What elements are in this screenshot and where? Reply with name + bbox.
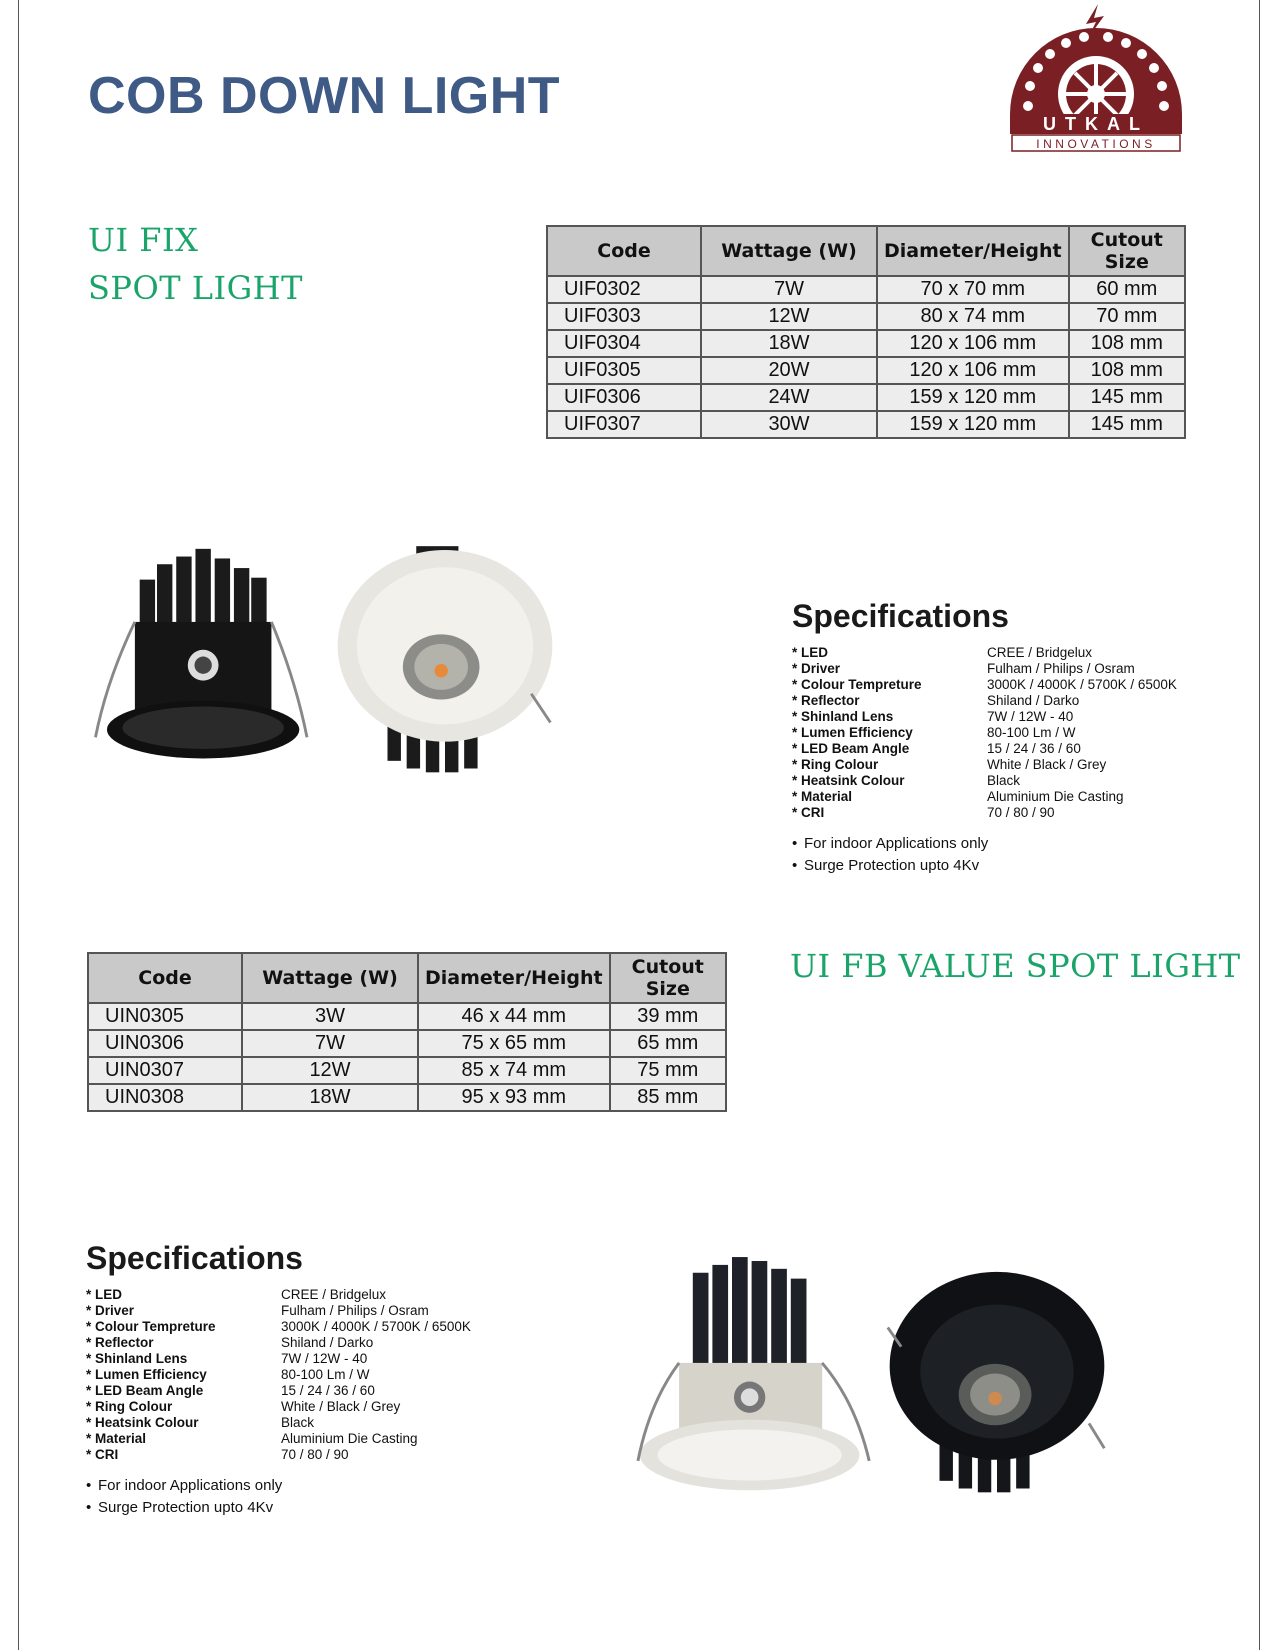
cell-diameter-height: 120 x 106 mm	[877, 330, 1069, 357]
table-row	[88, 1003, 726, 1030]
cell-diameter-height: 159 x 120 mm	[877, 411, 1069, 438]
spec-row: * Shinland Lens 7W / 12W - 40	[792, 709, 1074, 724]
table-row	[547, 411, 1185, 438]
cell-code: UIF0306	[547, 384, 701, 411]
cell-wattage: 18W	[701, 330, 877, 357]
cell-code: UIN0306	[88, 1030, 242, 1057]
logo-tagline: INNOVATIONS	[1036, 137, 1156, 151]
spec-row: * Driver Fulham / Philips / Osram	[86, 1303, 429, 1318]
cell-wattage: 3W	[242, 1003, 418, 1030]
col-header-wattage: Wattage (W)	[242, 953, 418, 1003]
cell-diameter-height: 80 x 74 mm	[877, 303, 1069, 330]
cell-code: UIN0307	[88, 1057, 242, 1084]
cell-code: UIN0308	[88, 1084, 242, 1111]
table-row	[547, 384, 1185, 411]
col-header-diameter-height: Diameter/Height	[877, 226, 1069, 276]
cell-code: UIN0305	[88, 1003, 242, 1030]
cell-diameter-height: 85 x 74 mm	[418, 1057, 610, 1084]
spec-row: * CRI 70 / 80 / 90	[86, 1447, 349, 1462]
spec-row: * Lumen Efficiency 80-100 Lm / W	[792, 725, 1076, 740]
cell-cutout: 39 mm	[610, 1003, 726, 1030]
series-title-ui-fix	[88, 216, 303, 312]
cell-cutout: 108 mm	[1069, 330, 1185, 357]
spec-row: * Material Aluminium Die Casting	[792, 789, 1124, 804]
utkal-logo	[1006, 2, 1186, 160]
bullet-item: • Surge Protection upto 4Kv	[86, 1499, 274, 1516]
ui-fb-spec-table	[87, 952, 727, 1112]
logo-brand-name: UTKAL	[1043, 114, 1149, 134]
cell-diameter-height: 120 x 106 mm	[877, 357, 1069, 384]
col-header-code: Code	[88, 953, 242, 1003]
spec-row: * LED CREE / Bridgelux	[86, 1287, 387, 1302]
table-row	[547, 357, 1185, 384]
cell-diameter-height: 46 x 44 mm	[418, 1003, 610, 1030]
cell-cutout: 145 mm	[1069, 384, 1185, 411]
spec-row: * CRI 70 / 80 / 90	[792, 805, 1055, 820]
ui-fix-spec-table	[546, 225, 1186, 439]
bullet-item: • Surge Protection upto 4Kv	[792, 857, 980, 874]
cell-code: UIF0302	[547, 276, 701, 303]
specifications-block-1	[792, 598, 1212, 877]
cell-code: UIF0307	[547, 411, 701, 438]
cell-cutout: 108 mm	[1069, 357, 1185, 384]
bullet-item: • For indoor Applications only	[792, 835, 989, 852]
spec-row: * Colour Tempreture 3000K / 4000K / 5700K / 6500K	[792, 677, 1177, 692]
cell-wattage: 12W	[701, 303, 877, 330]
spec-row: * Colour Tempreture 3000K / 4000K / 5700K / 6500K	[86, 1319, 471, 1334]
feature-bullets	[86, 1475, 506, 1519]
cell-code: UIF0305	[547, 357, 701, 384]
product-image-white-downlight	[330, 540, 560, 790]
spec-row: * Lumen Efficiency 80-100 Lm / W	[86, 1367, 370, 1382]
spec-row: * LED Beam Angle 15 / 24 / 36 / 60	[86, 1383, 375, 1398]
page-title: COB DOWN LIGHT	[88, 67, 561, 125]
spec-row: * Shinland Lens 7W / 12W - 40	[86, 1351, 368, 1366]
product-image-white-fb-downlight	[634, 1255, 879, 1510]
spec-row: * Driver Fulham / Philips / Osram	[792, 661, 1135, 676]
spec-row: * LED CREE / Bridgelux	[792, 645, 1093, 660]
table-row	[88, 1084, 726, 1111]
table-row	[547, 303, 1185, 330]
spec-row: * LED Beam Angle 15 / 24 / 36 / 60	[792, 741, 1081, 756]
cell-wattage: 24W	[701, 384, 877, 411]
table-row	[547, 330, 1185, 357]
right-border-line	[1259, 0, 1260, 1650]
cell-cutout: 70 mm	[1069, 303, 1185, 330]
col-header-code: Code	[547, 226, 701, 276]
spec-row: * Ring Colour White / Black / Grey	[792, 757, 1107, 772]
cell-wattage: 30W	[701, 411, 877, 438]
cell-wattage: 18W	[242, 1084, 418, 1111]
col-header-cutout-size: Cutout Size	[610, 953, 726, 1003]
feature-bullets	[792, 833, 1212, 877]
cell-cutout: 60 mm	[1069, 276, 1185, 303]
specifications-heading: Specifications	[86, 1240, 303, 1276]
table-row	[547, 276, 1185, 303]
cell-wattage: 7W	[701, 276, 877, 303]
cell-wattage: 20W	[701, 357, 877, 384]
product-image-black-fb-downlight	[882, 1260, 1112, 1510]
spec-row: * Reflector Shiland / Darko	[86, 1335, 374, 1350]
spec-row: * Reflector Shiland / Darko	[792, 693, 1080, 708]
col-header-wattage: Wattage (W)	[701, 226, 877, 276]
specifications-block-2	[86, 1240, 506, 1519]
spec-row: * Ring Colour White / Black / Grey	[86, 1399, 401, 1414]
specifications-heading: Specifications	[792, 598, 1009, 634]
cell-diameter-height: 95 x 93 mm	[418, 1084, 610, 1111]
table-row	[88, 1030, 726, 1057]
cell-diameter-height: 75 x 65 mm	[418, 1030, 610, 1057]
cell-code: UIF0304	[547, 330, 701, 357]
col-header-diameter-height: Diameter/Height	[418, 953, 610, 1003]
cell-cutout: 75 mm	[610, 1057, 726, 1084]
cell-diameter-height: 70 x 70 mm	[877, 276, 1069, 303]
product-image-black-downlight	[82, 545, 332, 795]
cell-cutout: 145 mm	[1069, 411, 1185, 438]
cell-cutout: 65 mm	[610, 1030, 726, 1057]
spec-row: * Heatsink Colour Black	[86, 1415, 315, 1430]
cell-cutout: 85 mm	[610, 1084, 726, 1111]
spec-row: * Heatsink Colour Black	[792, 773, 1021, 788]
series-title-line1: UI FIX	[88, 221, 199, 259]
col-header-cutout-size: Cutout Size	[1069, 226, 1185, 276]
series-title-line2: SPOT LIGHT	[88, 269, 303, 307]
spec-row: * Material Aluminium Die Casting	[86, 1431, 418, 1446]
cell-code: UIF0303	[547, 303, 701, 330]
cell-wattage: 7W	[242, 1030, 418, 1057]
table-row	[88, 1057, 726, 1084]
cell-wattage: 12W	[242, 1057, 418, 1084]
series-title-ui-fb: UI FB VALUE SPOT LIGHT	[790, 947, 1241, 985]
left-border-line	[18, 0, 19, 1650]
bullet-item: • For indoor Applications only	[86, 1477, 283, 1494]
cell-diameter-height: 159 x 120 mm	[877, 384, 1069, 411]
